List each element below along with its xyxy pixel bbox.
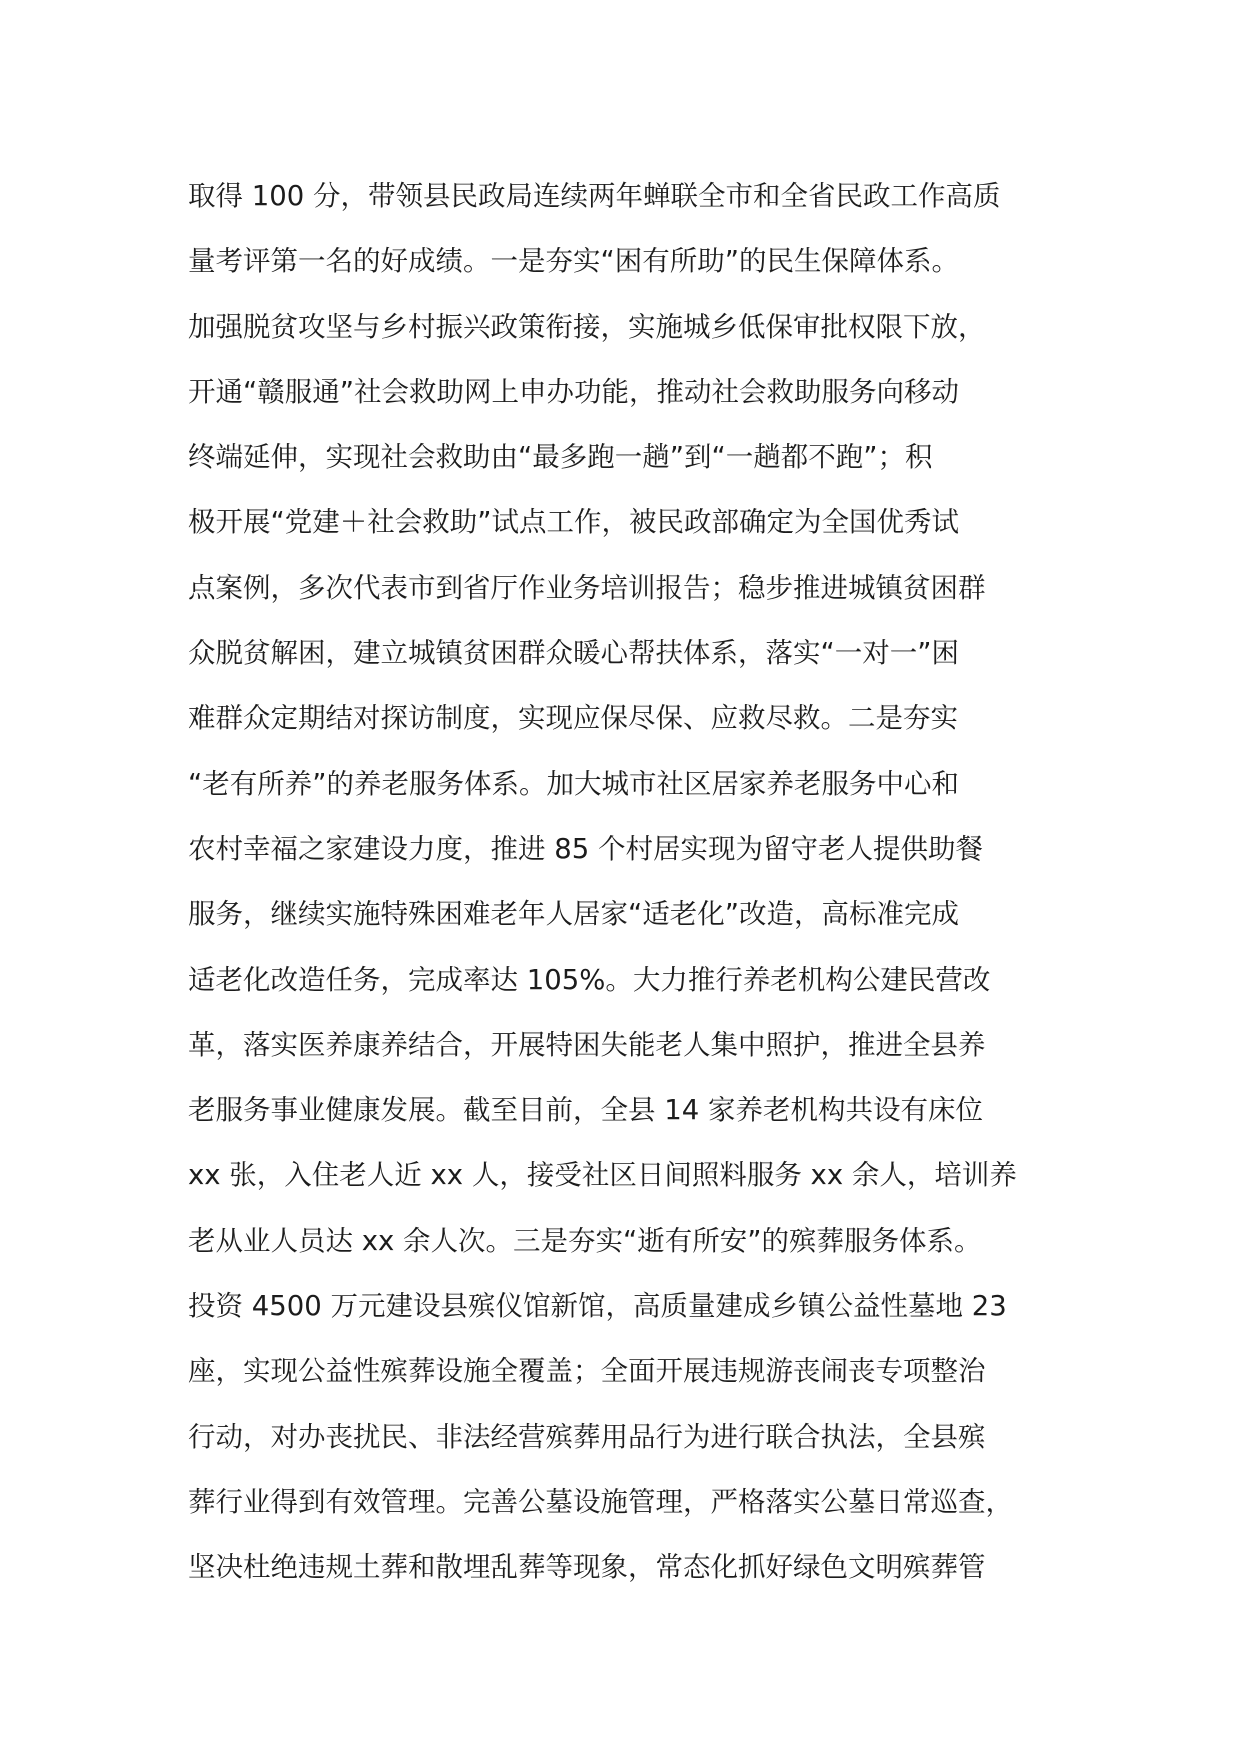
body-paragraph [188,164,1068,1601]
text-line-2: 量考评第一名的好成绩。一是夯实“困有所助”的民生保障体系。 [188,245,959,278]
text-line-7: 点案例，多次代表市到省厅作业务培训报告；稳步推进城镇贫困群 [188,571,986,604]
text-line-18: 投资 4500 万元建设县殡仪馆新馆，高质量建成乡镇公益性墓地 23 [188,1290,1007,1323]
text-line-19: 座，实现公益性殡葬设施全覆盖；全面开展违规游丧闹丧专项整治 [188,1355,986,1388]
text-line-15: 老服务事业健康发展。截至目前，全县 14 家养老机构共设有床位 [188,1094,983,1127]
text-line-9: 难群众定期结对探访制度，实现应保尽保、应救尽救。二是夯实 [188,702,958,735]
text-line-14: 革，落实医养康养结合，开展特困失能老人集中照护，推进全县养 [188,1028,986,1061]
text-line-21: 葬行业得到有效管理。完善公墓设施管理，严格落实公墓日常巡查， [188,1485,1013,1518]
text-line-4: 开通“赣服通”社会救助网上申办功能，推动社会救助服务向移动 [188,375,959,408]
text-line-12: 服务，继续实施特殊困难老年人居家“适老化”改造，高标准完成 [188,898,959,931]
text-line-17: 老从业人员达 xx 余人次。三是夯实“逝有所安”的殡葬服务体系。 [188,1224,982,1257]
text-line-13: 适老化改造任务，完成率达 105%。大力推行养老机构公建民营改 [188,963,991,996]
text-line-3: 加强脱贫攻坚与乡村振兴政策衔接，实施城乡低保审批权限下放， [188,310,986,343]
text-line-6: 极开展“党建＋社会救助”试点工作，被民政部确定为全国优秀试 [188,506,959,539]
text-line-11: 农村幸福之家建设力度，推进 85 个村居实现为留守老人提供助餐 [188,832,983,865]
text-line-1: 取得 100 分，带领县民政局连续两年蝉联全市和全省民政工作高质 [188,180,1001,212]
text-line-16: xx 张，入住老人近 xx 人，接受社区日间照料服务 xx 余人，培训养 [188,1159,1017,1192]
text-line-5: 终端延伸，实现社会救助由“最多跑一趟”到“一趟都不跑”；积 [188,441,933,474]
text-line-10: “老有所养”的养老服务体系。加大城市社区居家养老服务中心和 [188,767,959,800]
text-line-8: 众脱贫解困，建立城镇贫困群众暖心帮扶体系，落实“一对一”困 [188,637,959,670]
text-line-20: 行动，对办丧扰民、非法经营殡葬用品行为进行联合执法，全县殡 [188,1420,986,1453]
text-line-22: 坚决杜绝违规土葬和散埋乱葬等现象，常态化抓好绿色文明殡葬管 [188,1551,986,1584]
